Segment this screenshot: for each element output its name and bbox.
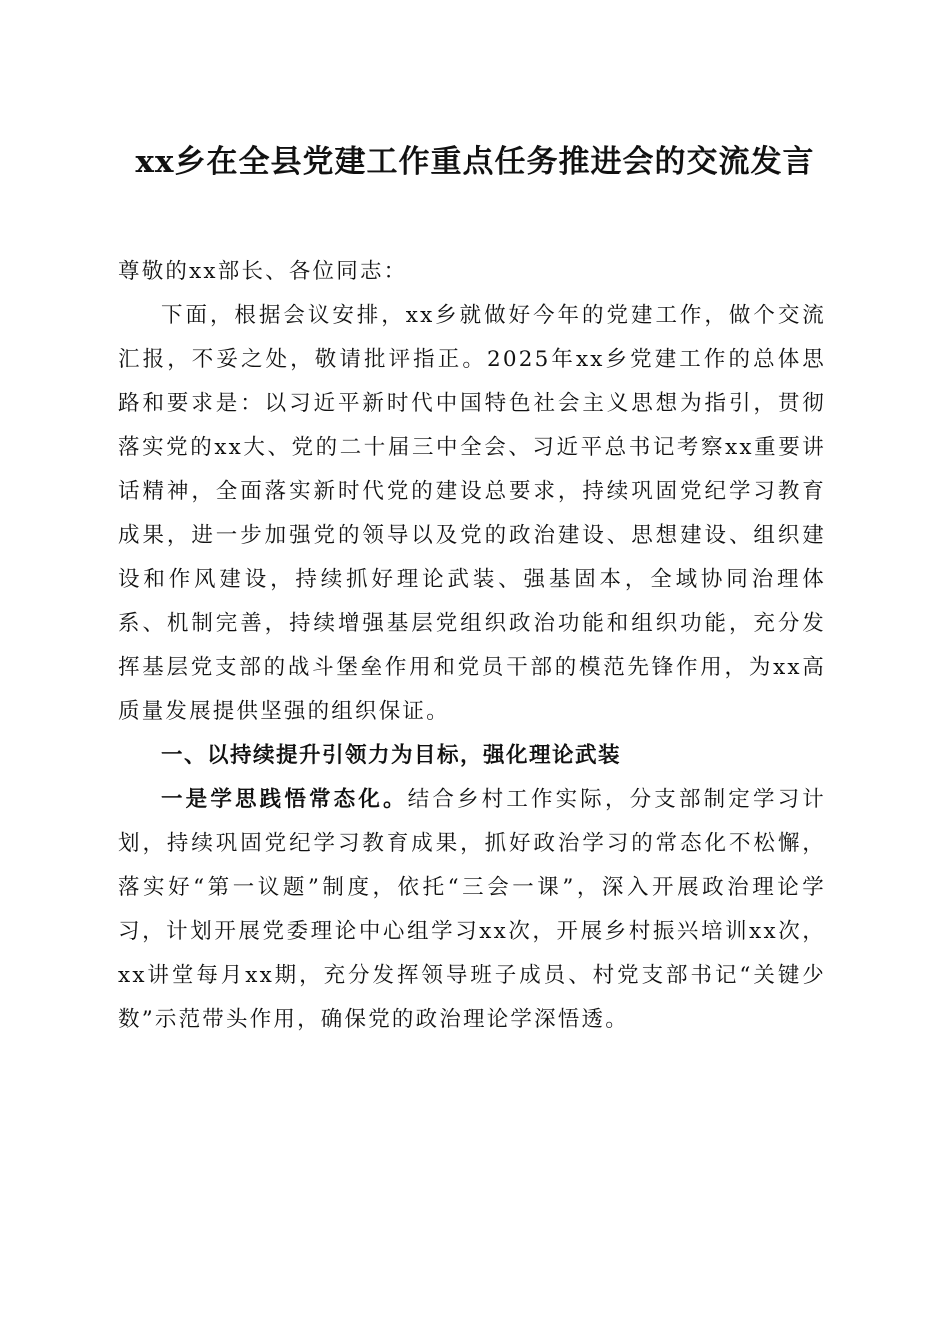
section-1-lead: 一是学思践悟常态化。	[161, 787, 408, 812]
section-heading-1: 一、以持续提升引领力为目标，强化理论武装	[161, 743, 622, 768]
section-1-paragraph	[118, 778, 826, 1042]
document-title: xx乡在全县党建工作重点任务推进会的交流发言	[135, 144, 815, 180]
salutation: 尊敬的xx部长、各位同志：	[118, 259, 408, 284]
section-1-text: 结合乡村工作实际，分支部制定学习计划，持续巩固党纪学习教育成果，抓好政治学习的常态化不松懈，落实好“第一议题”制度，依托“三会一课”，深入开展政治理论学习，计划开展党委理论中心组学习xx次，开展乡村振兴培训xx次，xx讲堂每月xx期，充分发挥领导班子成员、村党支部书记“关键少数”示范带头作用，确保党的政治理论学深悟透。	[118, 787, 826, 1032]
intro-paragraph: 下面，根据会议安排，xx乡就做好今年的党建工作，做个交流汇报，不妥之处，敬请批评指正。2025年xx乡党建工作的总体思路和要求是：以习近平新时代中国特色社会主义思想为指引，贯彻落实党的xx大、党的二十届三中全会、习近平总书记考察xx重要讲话精神，全面落实新时代党的建设总要求，持续巩固党纪学习教育成果，进一步加强党的领导以及党的政治建设、思想建设、组织建设和作风建设，持续抓好理论武装、强基固本，全域协同治理体系、机制完善，持续增强基层党组织政治功能和组织功能，充分发挥基层党支部的战斗堡垒作用和党员干部的模范先锋作用，为xx高质量发展提供坚强的组织保证。	[118, 303, 826, 724]
document-body	[118, 250, 826, 1042]
